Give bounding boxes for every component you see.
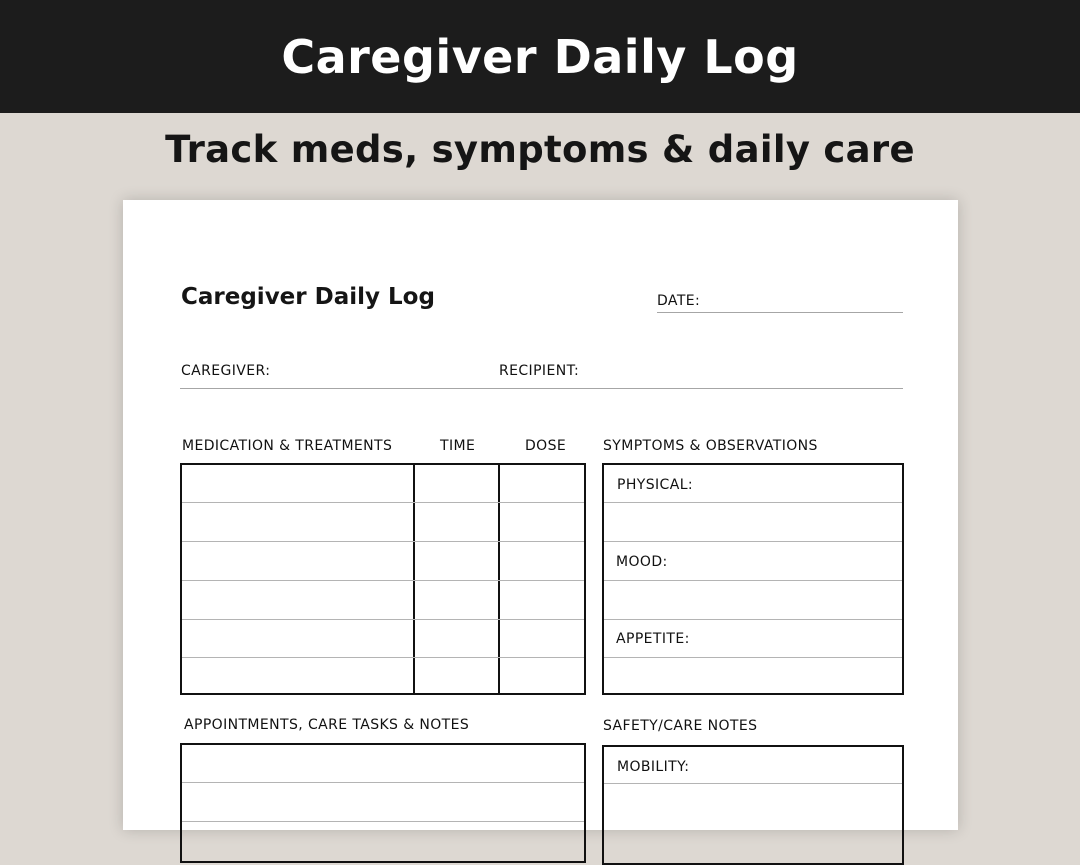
appointments-row-divider — [182, 782, 584, 783]
appointments-row-divider — [182, 821, 584, 822]
tagline: Track meds, symptoms & daily care — [165, 128, 915, 171]
banner-title: Caregiver Daily Log — [281, 29, 799, 84]
sheet-title: Caregiver Daily Log — [181, 284, 435, 310]
safety-header: SAFETY/CARE NOTES — [603, 718, 758, 734]
time-header: TIME — [440, 438, 476, 454]
symptoms-box — [602, 463, 904, 695]
physical-label: PHYSICAL: — [617, 477, 694, 493]
table-row-divider — [182, 580, 584, 581]
caregiver-label: CAREGIVER: — [181, 363, 271, 379]
log-sheet — [123, 200, 958, 830]
symptoms-row-divider — [604, 619, 902, 620]
date-label: DATE: — [657, 293, 701, 309]
table-row-divider — [182, 541, 584, 542]
symptoms-row-divider — [604, 502, 902, 503]
table-row-divider — [182, 619, 584, 620]
mobility-label: MOBILITY: — [617, 759, 690, 775]
caregiver-recipient-line[interactable] — [180, 388, 903, 389]
medication-header: MEDICATION & TREATMENTS — [182, 438, 393, 454]
mood-label: MOOD: — [616, 554, 668, 570]
symptoms-header: SYMPTOMS & OBSERVATIONS — [603, 438, 818, 454]
table-row-divider — [182, 502, 584, 503]
title-banner — [0, 0, 1080, 113]
recipient-label: RECIPIENT: — [499, 363, 580, 379]
table-row-divider — [182, 657, 584, 658]
symptoms-row-divider — [604, 541, 902, 542]
appointments-box — [180, 743, 586, 863]
symptoms-row-divider — [604, 580, 902, 581]
date-field-line[interactable] — [657, 312, 903, 313]
dose-header: DOSE — [525, 438, 567, 454]
dose-column-divider — [498, 465, 500, 693]
symptoms-row-divider — [604, 657, 902, 658]
medication-table — [180, 463, 586, 695]
safety-box — [602, 745, 904, 865]
appointments-header: APPOINTMENTS, CARE TASKS & NOTES — [184, 717, 470, 733]
time-column-divider — [413, 465, 415, 693]
safety-row-divider — [604, 783, 902, 784]
appetite-label: APPETITE: — [616, 631, 690, 647]
